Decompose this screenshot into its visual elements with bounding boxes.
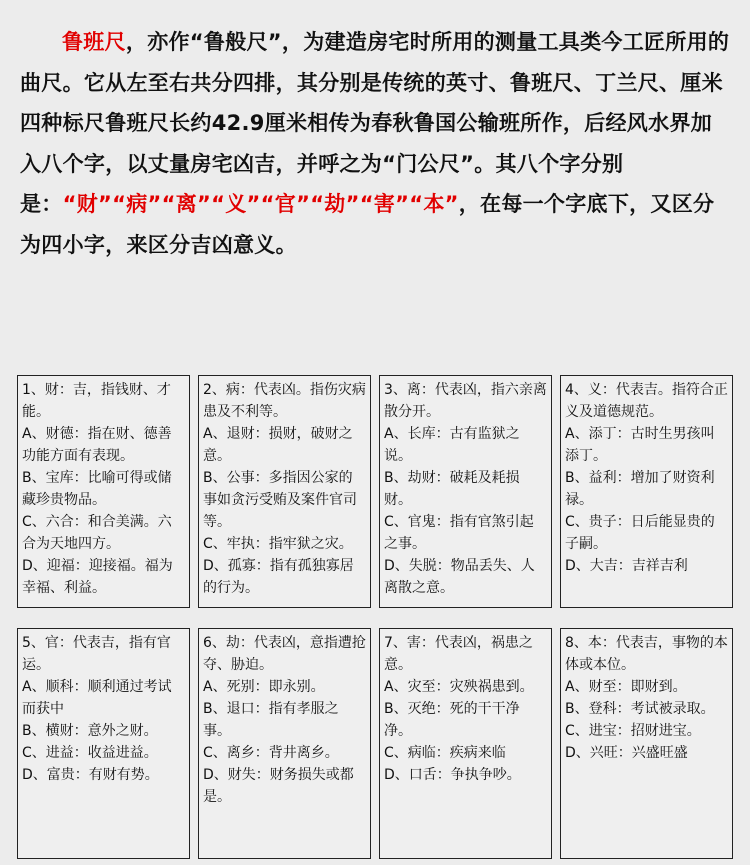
card-li bbox=[379, 375, 552, 608]
card-hai bbox=[379, 628, 552, 859]
card-item: A、长库：古有监狱之说。 bbox=[384, 426, 520, 464]
card-item: A、顺科：顺利通过考试而获中 bbox=[22, 679, 172, 717]
card-item: D、富贵：有财有势。 bbox=[22, 767, 159, 783]
card-item: C、进宝：招财进宝。 bbox=[565, 723, 701, 739]
card-title: 5、官：代表吉，指有官运。 bbox=[22, 635, 171, 673]
card-item: B、益利：增加了财资利禄。 bbox=[565, 470, 715, 508]
intro-text-1: ，亦作“鲁般尺”，为建造房宅时所用的测量工具类今工匠所用的曲尺。它从左至右共分四排，其分别是传统的英寸、鲁班尺、丁兰尺、厘米四种标尺鲁班尺长约42.9厘米相传为春秋鲁国公输班所作，后经风水界加入八个字，以丈量房宅凶吉，并呼之为“门公尺”。其八个字分别是： bbox=[20, 30, 730, 216]
card-item: B、宝库：比喻可得或储藏珍贵物品。 bbox=[22, 470, 172, 508]
char-li: “离” bbox=[161, 192, 212, 216]
card-item: C、贵子：日后能显贵的子嗣。 bbox=[565, 514, 715, 552]
card-item: D、迎福：迎接福。福为幸福、利益。 bbox=[22, 558, 173, 596]
card-item: C、牢执：指牢狱之灾。 bbox=[203, 536, 353, 552]
char-yi: “义” bbox=[211, 192, 261, 216]
char-jie: “劫” bbox=[310, 192, 360, 216]
card-title: 4、义：代表吉。指符合正义及道德规范。 bbox=[565, 382, 728, 420]
card-item: A、退财：损财，破财之意。 bbox=[203, 426, 353, 464]
card-item: B、公事：多指因公家的事如贪污受贿及案件官司等。 bbox=[203, 470, 357, 530]
card-item: D、孤寡：指有孤独寡居的行为。 bbox=[203, 558, 354, 596]
char-ben: “本” bbox=[409, 192, 459, 216]
card-item: A、死别：即永别。 bbox=[203, 679, 325, 695]
card-row-2 bbox=[17, 628, 733, 859]
card-bing bbox=[198, 375, 371, 608]
card-title: 1、财：吉，指钱财、才能。 bbox=[22, 382, 171, 420]
card-item: B、灭绝：死的干干净净。 bbox=[384, 701, 520, 739]
card-item: C、进益：收益进益。 bbox=[22, 745, 158, 761]
card-item: C、六合：和合美满。六合为天地四方。 bbox=[22, 514, 172, 552]
card-item: A、添丁：古时生男孩叫添丁。 bbox=[565, 426, 715, 464]
card-item: C、病临：疾病来临 bbox=[384, 745, 506, 761]
card-title: 3、离：代表凶，指六亲离散分开。 bbox=[384, 382, 547, 420]
card-item: A、财至：即财到。 bbox=[565, 679, 687, 695]
card-title: 7、害：代表凶，祸患之意。 bbox=[384, 635, 533, 673]
card-item: D、失脱：物品丢失、人离散之意。 bbox=[384, 558, 535, 596]
card-item: A、灾至：灾殃祸患到。 bbox=[384, 679, 534, 695]
card-row-1 bbox=[17, 375, 733, 608]
card-yi bbox=[560, 375, 733, 608]
card-item: B、劫财：破耗及耗损财。 bbox=[384, 470, 520, 508]
card-item: A、财德：指在财、德善功能方面有表现。 bbox=[22, 426, 172, 464]
card-jie bbox=[198, 628, 371, 859]
card-item: D、兴旺：兴盛旺盛 bbox=[565, 745, 688, 761]
intro-text-2: ，在每一个字底下，又区分为四小字，来区分吉凶意义。 bbox=[20, 192, 715, 257]
card-title: 8、本：代表吉，事物的本体或本位。 bbox=[565, 635, 728, 673]
char-guan: “官” bbox=[260, 192, 311, 216]
intro-lead: 鲁班尺 bbox=[62, 30, 126, 54]
card-item: D、大吉：吉祥吉利 bbox=[565, 558, 688, 574]
card-item: D、口舌：争执争吵。 bbox=[384, 767, 521, 783]
intro-paragraph bbox=[20, 22, 732, 265]
char-bing: “病” bbox=[112, 192, 162, 216]
card-item: D、财失：财务损失或都是。 bbox=[203, 767, 354, 805]
card-item: C、官鬼：指有官煞引起之事。 bbox=[384, 514, 534, 552]
card-guan bbox=[17, 628, 190, 859]
char-hai: “害” bbox=[359, 192, 410, 216]
card-item: B、退口：指有孝服之事。 bbox=[203, 701, 339, 739]
card-title: 6、劫：代表凶，意指遭抢夺、胁迫。 bbox=[203, 635, 366, 673]
card-title: 2、病：代表凶。指伤灾病患及不利等。 bbox=[203, 382, 366, 420]
card-item: B、横财：意外之财。 bbox=[22, 723, 158, 739]
card-ben bbox=[560, 628, 733, 859]
card-cai bbox=[17, 375, 190, 608]
card-item: B、登科：考试被录取。 bbox=[565, 701, 715, 717]
card-item: C、离乡：背井离乡。 bbox=[203, 745, 339, 761]
char-cai: “财” bbox=[62, 192, 113, 216]
